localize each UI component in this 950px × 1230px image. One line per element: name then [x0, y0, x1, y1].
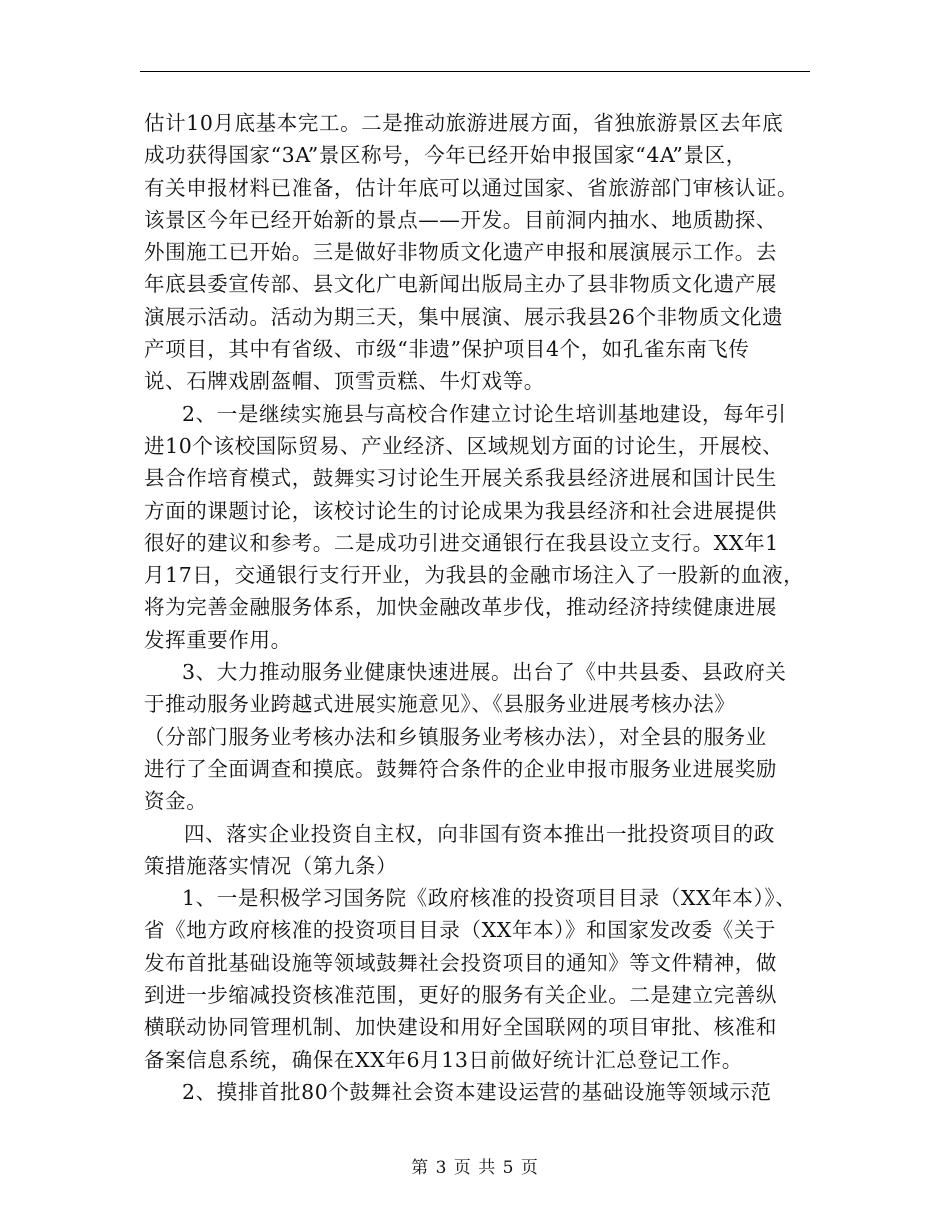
- paragraph-line: 进10个该校国际贸易、产业经济、区域规划方面的讨论生，开展校、: [144, 433, 784, 458]
- paragraph-line: 很好的建议和参考。二是成功引进交通银行在我县设立支行。XX年1: [144, 530, 779, 555]
- paragraph-line: 横联动协同管理机制、加快建设和用好全国联网的项目审批、核准和: [144, 1015, 777, 1040]
- paragraph-line: 成功获得国家“3A”景区称号，今年已经开始申报国家“4A”景区，: [144, 143, 747, 168]
- paragraph-line: 于推动服务业跨越式进展实施意见》、《县服务业进展考核办法》: [144, 692, 736, 717]
- paragraph-line: 到进一步缩减投资核准范围，更好的服务有关企业。二是建立完善纵: [144, 983, 777, 1008]
- paragraph-line: 发挥重要作用。: [144, 627, 292, 652]
- paragraph-line: 月17日，交通银行支行开业，为我县的金融市场注入了一股新的血液，: [144, 563, 805, 588]
- paragraph-line: 有关申报材料已准备，估计年底可以通过国家、省旅游部门审核认证。: [144, 175, 799, 200]
- document-body: [144, 107, 814, 1108]
- paragraph-line: 备案信息系统，确保在XX年6月13日前做好统计汇总登记工作。: [144, 1047, 743, 1072]
- paragraph-line: 省《地方政府核准的投资项目目录（XX年本）》和国家发改委《关于: [144, 918, 777, 943]
- paragraph-line: （分部门服务业考核办法和乡镇服务业考核办法），对全县的服务业: [144, 724, 767, 749]
- paragraph-line: 3、大力推动服务业健康快速进展。出台了《中共县委、县政府关: [182, 660, 787, 685]
- paragraph-line: 1、一是积极学习国务院《政府核准的投资项目目录（XX年本）》、: [182, 886, 797, 911]
- page-footer: 第 3 页 共 5 页: [411, 1158, 539, 1178]
- paragraph-line: 进行了全面调查和摸底。鼓舞符合条件的企业申报市服务业进展奖励: [144, 756, 777, 781]
- paragraph-line: 产项目，其中有省级、市级“非遗”保护项目4个，如孔雀东南飞传: [144, 337, 750, 362]
- section-heading-line: 四、落实企业投资自主权，向非国有资本推出一批投资项目的政: [184, 821, 775, 846]
- header-rule: [140, 71, 810, 72]
- paragraph-line: 说、石牌戏剧盔帽、顶雪贡糕、牛灯戏等。: [144, 369, 545, 394]
- paragraph-line: 年底县委宣传部、县文化广电新闻出版局主办了县非物质文化遗产展: [144, 272, 777, 297]
- paragraph-line: 将为完善金融服务体系，加快金融改革步伐，推动经济持续健康进展: [144, 595, 777, 620]
- paragraph-line: 方面的课题讨论，该校讨论生的讨论成果为我县经济和社会进展提供: [144, 498, 777, 523]
- paragraph-line: 该景区今年已经开始新的景点——开发。目前洞内抽水、地质勘探、: [144, 207, 777, 232]
- paragraph-line: 外围施工已开始。三是做好非物质文化遗产申报和展演展示工作。去: [144, 240, 777, 265]
- paragraph-line: 演展示活动。活动为期三天，集中展演、展示我县26个非物质文化遗: [144, 304, 784, 329]
- paragraph-line: 资金。: [144, 789, 208, 814]
- paragraph-line: 县合作培育模式，鼓舞实习讨论生开展关系我县经济进展和国计民生: [144, 466, 777, 491]
- paragraph-line: 2、摸排首批80个鼓舞社会资本建设运营的基础设施等领域示范: [182, 1079, 772, 1104]
- section-heading-line: 策措施落实情况（第九条）: [144, 853, 398, 878]
- paragraph-line: 估计10月底基本完工。二是推动旅游进展方面，省独旅游景区去年底: [144, 111, 784, 135]
- paragraph-line: 2、一是继续实施县与高校合作建立讨论生培训基地建设，每年引: [182, 401, 787, 426]
- paragraph-line: 发布首批基础设施等领域鼓舞社会投资项目的通知》等文件精神，做: [144, 950, 777, 975]
